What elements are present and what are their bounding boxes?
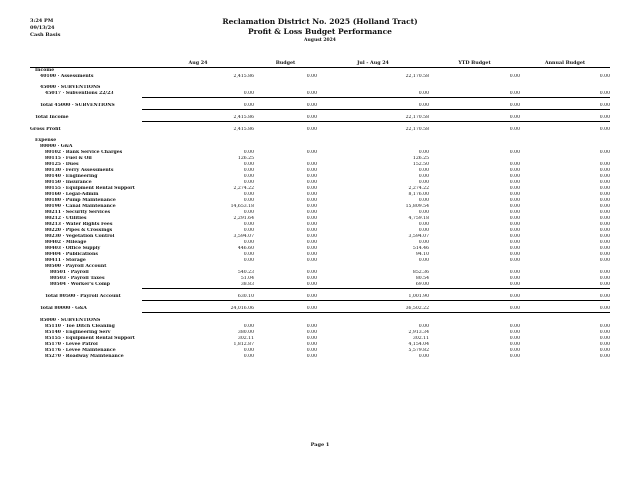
row-label: Total 80000 · G&A — [40, 306, 87, 311]
row-value: 0.00 — [509, 348, 520, 353]
row-label: 80230 · Vegetation Control — [45, 234, 115, 239]
row-value: 0.00 — [306, 150, 317, 155]
row-value: 0.00 — [306, 342, 317, 347]
row-value: 0.00 — [306, 222, 317, 227]
row-value: 0.00 — [254, 91, 317, 98]
row-value: 0.00 — [306, 74, 317, 79]
row-value: 0.00 — [418, 210, 429, 215]
row-value: 0.00 — [520, 103, 610, 110]
row-value: 540.23 — [237, 270, 254, 275]
row-value: 1,812.87 — [233, 342, 254, 347]
row-value: 0.00 — [520, 294, 610, 301]
row-value: 0.00 — [509, 174, 520, 179]
row-label: 85110 · Toe Ditch Cleaning — [45, 324, 115, 329]
row-value: 0.00 — [429, 294, 520, 301]
row-value: 0.00 — [509, 162, 520, 167]
row-value: 0.00 — [306, 234, 317, 239]
row-value: 0.00 — [243, 324, 254, 329]
row-value: 0.00 — [509, 150, 520, 155]
row-value: 0.00 — [509, 270, 520, 275]
row-value: 0.00 — [509, 258, 520, 263]
row-value: 0.00 — [509, 354, 520, 359]
row-value: 0.00 — [418, 228, 429, 233]
row-value: 0.00 — [317, 91, 429, 98]
row-value: 0.00 — [306, 198, 317, 203]
row-value: 0.00 — [599, 240, 610, 245]
row-value: 0.00 — [509, 192, 520, 197]
report-header — [0, 17, 640, 45]
row-value: 0.00 — [599, 216, 610, 221]
row-value: 0.00 — [599, 324, 610, 329]
row-label: 85176 · Levee Maintenance — [45, 348, 116, 353]
column-header: Annual Budget — [520, 59, 610, 68]
page-number: Page 1 — [310, 442, 330, 448]
column-header-label — [30, 59, 142, 68]
row-value: 0.00 — [306, 252, 317, 257]
row-value: 0.00 — [306, 336, 317, 341]
report-table — [30, 59, 610, 360]
row-label: 80180 · Pump Maintenance — [45, 198, 116, 203]
company-name: Reclamation District No. 2025 (Holland Tract) — [222, 17, 418, 26]
row-value: 0.00 — [254, 306, 317, 313]
row-value: 51.04 — [240, 276, 254, 281]
row-value: 0.00 — [520, 282, 610, 289]
row-label: Total 80500 · Payroll Account — [45, 294, 121, 299]
row-label: 85155 · Equipment Rental Support — [45, 336, 135, 341]
row-value: 0.00 — [243, 198, 254, 203]
row-value: 126.25 — [412, 156, 429, 161]
row-value: 0.00 — [142, 103, 254, 110]
row-value: 22,170.58 — [317, 115, 429, 122]
row-value: 2,291.64 — [233, 216, 254, 221]
row-label: 80160 · Legal-Admin — [45, 192, 99, 197]
row-value: 0.00 — [599, 186, 610, 191]
row-value: 22,170.58 — [405, 127, 429, 132]
row-value: 302.11 — [412, 336, 429, 341]
column-header-row — [30, 59, 610, 68]
row-value: 0.00 — [243, 168, 254, 173]
row-value: 0.00 — [599, 342, 610, 347]
row-value: 0.00 — [306, 270, 317, 275]
row-value: 0.00 — [599, 330, 610, 335]
row-value: 2,415.86 — [233, 127, 254, 132]
row-value: 0.00 — [306, 127, 317, 132]
row-value: 4,154.04 — [408, 342, 429, 347]
row-value: 2,415.86 — [233, 74, 254, 79]
row-value: 0.00 — [306, 162, 317, 167]
row-value: 0.00 — [599, 228, 610, 233]
report-date: 09/13/24 — [30, 25, 55, 31]
row-value: 0.00 — [429, 103, 520, 110]
row-label: 80500 · Payroll Account — [45, 264, 107, 269]
row-value: 0.00 — [429, 115, 520, 122]
report-body — [30, 68, 610, 361]
row-value: 3,594.07 — [408, 234, 429, 239]
row-value: 0.00 — [520, 306, 610, 313]
row-label: 45000 · SUBVENTIONS — [40, 85, 101, 90]
row-value: 36,502.22 — [317, 306, 429, 313]
row-value: 0.00 — [509, 186, 520, 191]
row-value: 0.00 — [418, 174, 429, 179]
row-label: 80102 · Bank Service Charges — [45, 150, 123, 155]
row-value: 0.00 — [599, 162, 610, 167]
row-value: 0.00 — [243, 252, 254, 257]
row-value: 0.00 — [418, 222, 429, 227]
row-value: 0.00 — [509, 336, 520, 341]
row-value: 0.00 — [243, 222, 254, 227]
row-value: 0.00 — [243, 150, 254, 155]
row-label: 80402 · Mileage — [45, 240, 87, 245]
row-value: 0.00 — [599, 150, 610, 155]
row-label: 80504 · Worker's Comp — [50, 282, 110, 287]
report-title: Profit & Loss Budget Performance — [248, 27, 392, 36]
row-value: 94.10 — [415, 252, 429, 257]
row-value: 126.25 — [237, 156, 254, 161]
row-value: 0.00 — [243, 354, 254, 359]
row-value: 152.50 — [412, 162, 429, 167]
row-value: 0.00 — [429, 306, 520, 313]
row-value: 0.00 — [599, 210, 610, 215]
row-value: 0.00 — [243, 228, 254, 233]
row-label: 85170 · Levee Patrol — [45, 342, 98, 347]
row-value: 0.00 — [599, 192, 610, 197]
row-value: 0.00 — [599, 234, 610, 239]
row-value: 3,594.07 — [233, 234, 254, 239]
report-period: August 2024 — [304, 38, 336, 43]
row-value: 0.00 — [306, 240, 317, 245]
row-value: 0.00 — [243, 192, 254, 197]
row-value: 0.00 — [599, 258, 610, 263]
row-value: 2,274.22 — [408, 186, 429, 191]
row-value: 0.00 — [418, 150, 429, 155]
row-label: 80501 · Payroll — [50, 270, 89, 275]
row-label: 80211 · Security Services — [45, 210, 111, 215]
row-value: 0.00 — [418, 324, 429, 329]
row-value: 446.60 — [237, 246, 254, 251]
row-value: 0.00 — [306, 246, 317, 251]
row-value: 0.00 — [509, 198, 520, 203]
row-value: 0.00 — [306, 324, 317, 329]
row-value: 0.00 — [306, 228, 317, 233]
row-value: 0.00 — [306, 330, 317, 335]
column-header: YTD Budget — [429, 59, 520, 68]
row-label: Income — [35, 67, 55, 73]
row-value: 0.00 — [599, 180, 610, 185]
row-value: 0.00 — [520, 91, 610, 98]
row-value: 0.00 — [306, 168, 317, 173]
row-value: 0.00 — [254, 282, 317, 289]
row-value: 0.00 — [509, 234, 520, 239]
row-value: 0.00 — [418, 258, 429, 263]
row-value: 0.00 — [418, 198, 429, 203]
row-value: 0.00 — [509, 168, 520, 173]
row-value: 0.00 — [254, 103, 317, 110]
row-label: 80150 · Insurance — [45, 180, 92, 185]
row-value: 2,913.34 — [408, 330, 429, 335]
row-label: 80404 · Publications — [45, 252, 98, 257]
row-label: 80115 · Fuel & Oil — [45, 156, 92, 161]
row-label: 80130 · Ferry Assessments — [45, 168, 114, 173]
row-label: Gross Profit — [30, 127, 61, 132]
row-value: 0.00 — [418, 354, 429, 359]
row-value: 0.00 — [509, 210, 520, 215]
row-value: 0.00 — [509, 240, 520, 245]
row-value: 2,274.22 — [233, 186, 254, 191]
row-value: 80.54 — [415, 276, 429, 281]
row-value: 0.00 — [418, 180, 429, 185]
row-value: 0.00 — [599, 222, 610, 227]
row-value: 0.00 — [599, 276, 610, 281]
row-value: 0.00 — [509, 330, 520, 335]
row-value: 0.00 — [306, 180, 317, 185]
row-value: 380.00 — [237, 330, 254, 335]
column-header: Jul - Aug 24 — [317, 59, 429, 68]
row-value: 0.00 — [306, 186, 317, 191]
row-value: 0.00 — [599, 354, 610, 359]
row-value: 514.46 — [412, 246, 429, 251]
row-value: 0.00 — [509, 342, 520, 347]
row-value: 24,016.06 — [142, 306, 254, 313]
row-value: 0.00 — [317, 103, 429, 110]
table-row — [30, 354, 610, 360]
row-value: 0.00 — [599, 348, 610, 353]
row-value: 0.00 — [306, 354, 317, 359]
row-label: Total 45000 · SUBVENTIONS — [40, 103, 115, 108]
row-value: 0.00 — [306, 258, 317, 263]
row-value: 0.00 — [509, 222, 520, 227]
row-value: 0.00 — [599, 127, 610, 132]
row-value: 0.00 — [306, 204, 317, 209]
row-label: 80212 · Utilities — [45, 216, 87, 221]
row-value: 8,176.00 — [408, 192, 429, 197]
row-value: 0.00 — [599, 252, 610, 257]
row-label: 45017 · Subventions 22/23 — [45, 91, 114, 96]
row-value: 0.00 — [509, 216, 520, 221]
row-value: 0.00 — [306, 276, 317, 281]
row-value: 0.00 — [142, 91, 254, 98]
row-value: 0.00 — [509, 252, 520, 257]
row-value: 0.00 — [599, 168, 610, 173]
row-value: 0.00 — [599, 246, 610, 251]
row-value: 0.00 — [418, 240, 429, 245]
report-basis: Cash Basis — [30, 32, 61, 38]
row-value: 69.00 — [317, 282, 429, 289]
row-value: 302.11 — [237, 336, 254, 341]
row-value: 0.00 — [306, 348, 317, 353]
row-value: 2,415.86 — [142, 115, 254, 122]
row-label: 85270 · Roadway Maintenance — [45, 354, 124, 359]
row-value: 22,170.58 — [405, 74, 429, 79]
row-value: 0.00 — [306, 192, 317, 197]
row-value: 0.00 — [520, 115, 610, 122]
row-value: 0.00 — [254, 115, 317, 122]
row-value: 0.00 — [599, 198, 610, 203]
row-value: 0.00 — [599, 174, 610, 179]
row-label: 40100 · Assessments — [40, 74, 94, 79]
row-label: 80213 · Water Rights Fees — [45, 222, 113, 227]
row-value: 0.00 — [599, 204, 610, 209]
row-value: 4,759.18 — [408, 216, 429, 221]
row-value: 0.00 — [599, 336, 610, 341]
row-value: 0.00 — [243, 210, 254, 215]
row-value: 0.00 — [509, 246, 520, 251]
row-value: 0.00 — [509, 127, 520, 132]
row-label: 80220 · Pipes & Crossings — [45, 228, 113, 233]
row-value: 0.00 — [254, 294, 317, 301]
row-value: 0.00 — [509, 276, 520, 281]
row-label: Expense — [35, 138, 57, 143]
row-label: 85000 · SUBVENTIONS — [40, 318, 101, 323]
row-label: 80140 · Engineering — [45, 174, 98, 179]
row-value: 38.83 — [142, 282, 254, 289]
row-value: 0.00 — [243, 162, 254, 167]
report-time: 3:24 PM — [30, 18, 54, 24]
column-header: Budget — [254, 59, 317, 68]
row-value: 0.00 — [429, 91, 520, 98]
row-value: 14,653.18 — [230, 204, 254, 209]
row-label: 80503 · Payroll Taxes — [50, 276, 105, 281]
row-value: 0.00 — [243, 174, 254, 179]
row-value: 0.00 — [429, 282, 520, 289]
row-value: 630.10 — [142, 294, 254, 301]
row-value: 0.00 — [243, 258, 254, 263]
row-value: 0.00 — [509, 204, 520, 209]
row-label: 80411 · Storage — [45, 258, 86, 263]
row-value: 852.36 — [412, 270, 429, 275]
row-value: 0.00 — [418, 168, 429, 173]
row-value: 0.00 — [599, 74, 610, 79]
row-value: 0.00 — [306, 174, 317, 179]
row-value: 0.00 — [243, 240, 254, 245]
row-label: 80190 · Canal Maintenance — [45, 204, 116, 209]
row-value: 0.00 — [243, 180, 254, 185]
row-label: 80403 · Office Supply — [45, 246, 101, 251]
row-value: 0.00 — [243, 348, 254, 353]
row-value: 0.00 — [509, 180, 520, 185]
row-value: 0.00 — [599, 270, 610, 275]
row-value: 0.00 — [509, 228, 520, 233]
row-value: 5,579.82 — [408, 348, 429, 353]
row-label: 80125 · Dues — [45, 162, 79, 167]
row-label: 80155 · Equipment Rental Support — [45, 186, 135, 191]
row-value: 0.00 — [509, 74, 520, 79]
row-value: 15,809.54 — [405, 204, 429, 209]
row-value: 0.00 — [509, 324, 520, 329]
row-value: 1,001.90 — [317, 294, 429, 301]
column-header: Aug 24 — [142, 59, 254, 68]
row-label: 85140 · Engineering Serv — [45, 330, 111, 335]
row-value: 0.00 — [306, 210, 317, 215]
row-label: Total Income — [35, 115, 69, 120]
row-label: 80000 · G&A — [40, 144, 73, 149]
row-value: 0.00 — [306, 216, 317, 221]
